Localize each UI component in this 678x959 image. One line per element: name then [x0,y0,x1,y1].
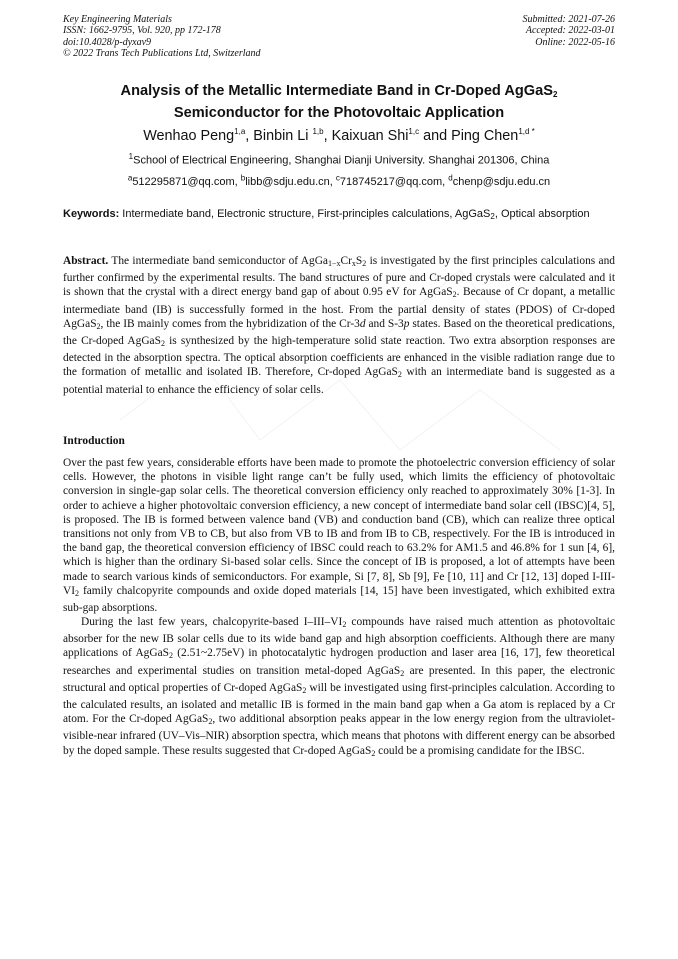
abstract-label: Abstract. [63,255,109,267]
submitted-date: Submitted: 2021-07-26 [522,14,615,25]
paragraph: During the last few years, chalcopyrite-based $I-III-VI_2$ compounds have raised much attention as photovoltaic absorber for the new IB solar cells due to its wide band gap and high absorption coefficients. Although there are many applications of AgGaS$_2$ (2.51~2.75eV) in photocatalytic hydrogen production and laser area [16, 17], few theoretical researches and experimental studies on transition metal-doped AgGaS$_2$ are presented. In this paper, the electronic structural and optical properties of Cr-doped AgGaS$_2$ will be investigated using first-principles calculation. According to the calculated results, an isolated and metallic IB is formed in the main band gap when a Ga atom is replaced by a Cr atom. For the Cr-doped AgGaS$_2$, two additional absorption peaks appear in the low energy region from the ultraviolet-visible-near infrared (UV–Vis–NIR) absorption spectra, which means that photons with different energy can be absorbed by the doped sample. These results suggested that Cr-doped AgGaS$_2$ could be a promising candidate for the IBSC. [63,616,615,758]
introduction-body [63,456,615,761]
paper-title [63,82,615,122]
copyright: © 2022 Trans Tech Publications Ltd, Switzerland [63,48,261,60]
doi: doi:10.4028/p-dyxav9 [63,36,152,48]
author: Binbin Li $^{1,b}$, [253,127,332,144]
dates-info [523,14,616,48]
title-line-1: Analysis of the Metallic Intermediate Band in Cr-Doped AgGaS$_2$ [120,83,558,99]
section-heading-introduction: Introduction [63,435,125,447]
email[interactable]: $^b$libb@sdju.edu.cn, [240,173,336,188]
author: Wenhao Peng$^{1,a}$, [143,127,254,144]
abstract: Abstract. The intermediate band semiconductor of $AgGa_{1-x}Cr_xS_2$ is investigated by the first principles calculations and further confirmed by the experimental results. The band structures of pure and Cr-doped crystals were calculated and it is shown that the crystal with a direct energy band gap of about 0.95 eV for AgGaS$_2$. Because of Cr dopant, a metallic intermediate band (IB) is successfully formed in the host. From the partial density of states (PDOS) of Cr-doped AgGaS$_2$, the IB mainly comes from the hybridization of the Cr-3d and S-3p states. Based on the theoretical predications, the Cr-doped AgGaS$_2$ is synthesized by the high-temperature solid state reaction. Two extra absorption responses are detected in the absorption spectra. The optical absorption coefficients are enhanced in the visible radiation range due to the formation of metallic and isolated IB. Therefore, Cr-doped AgGaS$_2$ with an intermediate band is suggested as a potential material to enhance the efficiency of solar cells. [63,255,616,396]
email[interactable]: $^d$chenp@sdju.edu.cn [448,173,551,188]
keywords: Keywords: Intermediate band, Electronic structure, First-principles calculations, AgGaS$_2$, Optical absorption [63,208,590,221]
email[interactable]: $^c$718745217@qq.com, [335,173,449,188]
title-line-2: Semiconductor for the Photovoltaic Application [173,105,505,121]
paragraph: Over the past few years, considerable efforts have been made to promote the photoelectric conversion efficiency of solar cells. However, the photons in visible light range can’t be fully used, which limits the efficiency of photovoltaic conversion in single-gap solar cells. The theoretical conversion efficiency only reached to approximately 30% [1-3]. In order to achieve a higher photovoltaic conversion efficiency, a new concept of intermediate band solar cell (IBSC)[4, 5], is proposed. The IB is formed between valence band (VB) and conduction band (CB), which can realize three optical transitions not only from VB to CB, but also from VB to IB and from IB to CB, respectively. For the IB is introduced in the band gap, the theoretical conversion efficiency of IBSC could reach to 63.2% for AM1.5 and 46.8% for 1 sun [4, 6], which is higher than the ordinary Si-based solar cells. Since the concept of IB is proposed, a lot of attempts have been made to search various kinds of semiconductors. For example, Si [7, 8], Sb [9], Fe [10, 11] and Cr [12, 13] doped $I-III-VI_2$ family chalcopyrite compounds and oxide doped materials [14, 15] have been investigated, which exhibited extra sub-gap absorptions. [63,457,615,614]
journal-name: Key Engineering Materials [63,14,172,25]
affiliation: $^1$School of Electrical Engineering, Shanghai Dianji University. Shanghai 201306, China [128,152,550,167]
author: Kaixuan Shi$^{1,c}$ and [331,127,452,144]
email[interactable]: $^a$512295871@qq.com, [127,173,241,188]
online-date: Online: 2022-05-16 [535,36,615,48]
accepted-date: Accepted: 2022-03-01 [525,25,615,37]
issn: ISSN: 1662-9795, Vol. 920, pp 172-178 [63,25,221,37]
author: Ping Chen$^{1,d *}$ [451,127,535,144]
keywords-label: Keywords: [63,208,120,220]
author-list [63,122,615,146]
author-emails [63,171,615,189]
journal-info [63,14,261,60]
